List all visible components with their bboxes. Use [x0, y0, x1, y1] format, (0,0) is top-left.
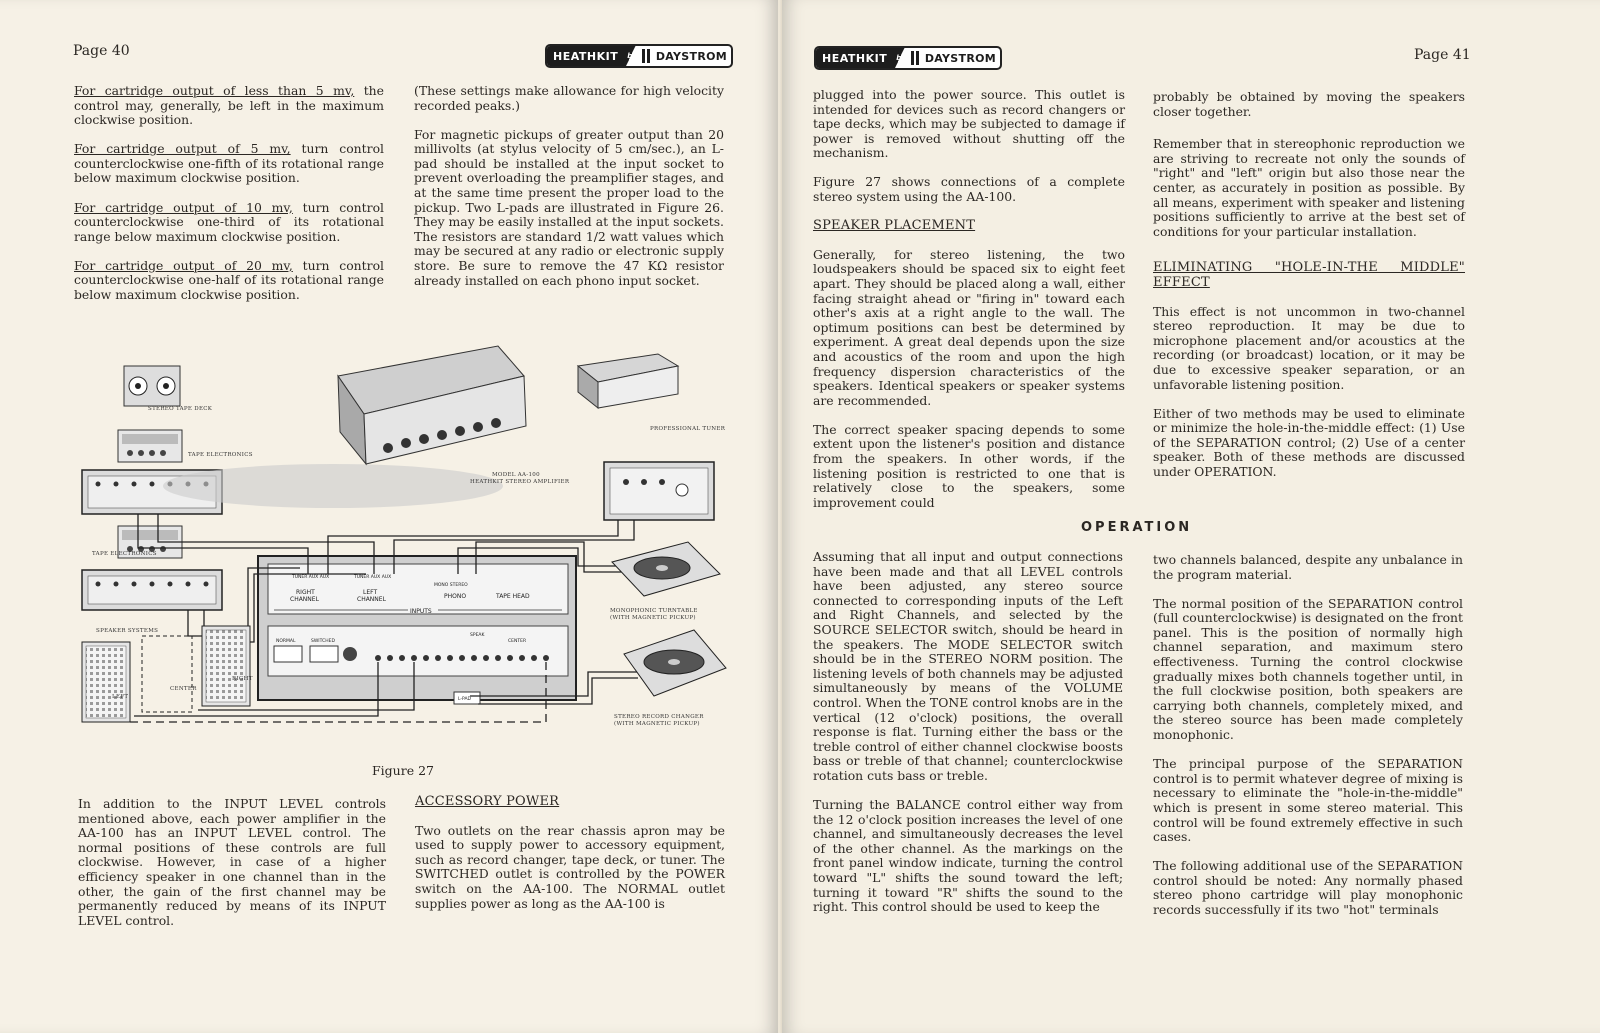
left-column-bottom — [813, 550, 1123, 929]
daystrom-symbol-icon — [642, 49, 650, 63]
label-normal: NORMAL — [276, 639, 296, 644]
label-speak: SPEAK — [470, 633, 485, 638]
logo-maker: DAYSTROM — [924, 51, 996, 65]
page-number: Page 40 — [73, 43, 130, 59]
fuse-holder — [343, 647, 357, 661]
paragraph: The principal purpose of the SEPARATION control is to permit whatever degree of mixing is necessary to eliminate the "hole-in-the-middle" which is present in some stereo material. This control will be found extremely effective in such cases. — [1153, 756, 1463, 845]
paragraph: Two outlets on the rear chassis apron may be used to supply power to accessory equipment, such as record changer, tape deck, or tuner. The SWITCHED outlet is controlled by the POWER switch on the AA-100. The NORMAL outlet supplies power as long as the AA-100 is — [415, 822, 725, 911]
paragraph — [74, 259, 384, 303]
paragraph-lead: For cartridge output of 5 mv, — [74, 141, 291, 157]
label-l-pad: L-PAD — [458, 697, 472, 702]
paragraph: The following additional use of the SEPARATION control should be noted: Any normally phased stereo phono cartridge will play monophonic records successfully if its two "hot" terminals — [1153, 858, 1463, 917]
paragraph: Generally, for stereo listening, the two loudspeakers should be spaced six to eight feet apart. They should be placed along a wall, either facing straight ahead or "firing in" toward each other's axis at a right angle to the wall. The optimum positions can best be determined by experiment. A great deal depends upon the size and acoustics of the room and upon the high frequency dispersion characteristics of the speakers. Identical speakers or speaker systems are recommended. — [813, 246, 1125, 408]
left-column-top — [813, 88, 1125, 525]
normal-outlet — [274, 646, 302, 662]
label-tuner-aux-left: TUNER AUX AUX — [354, 575, 392, 580]
label-tape-electronics-2: TAPE ELECTRONICS — [92, 551, 157, 557]
label-right-speaker: RIGHT — [232, 676, 253, 682]
paragraph-lead: For cartridge output of 20 mv, — [74, 257, 293, 273]
paragraph — [74, 84, 384, 128]
paragraph: probably be obtained by moving the speakers closer together. — [1153, 89, 1465, 119]
right-page — [782, 0, 1600, 1033]
label-right-channel-2: CHANNEL — [290, 596, 319, 603]
logo-by: by — [624, 46, 640, 66]
paragraph: In addition to the INPUT LEVEL controls mentioned above, each power amplifier in the AA-100 has an INPUT LEVEL control. The normal positions of these controls are full clockwise. However, in case of a higher efficiency speaker in one channel than in the other, the gain of the first channel may be permanently reduced by means of its INPUT LEVEL control. — [78, 796, 386, 928]
panel-face — [610, 468, 708, 514]
label-tuner-aux-right: TUNER AUX AUX — [292, 575, 330, 580]
label-mono-stereo: MONO STEREO — [434, 583, 468, 588]
label-center: CENTER — [508, 639, 527, 644]
monophonic-turntable — [610, 542, 720, 621]
figure-27-stereo-system-diagram — [78, 336, 728, 746]
paragraph: Remember that in stereophonic reproduction we are striving to recreate not only the sounds of "right" and "left" origin but also those near the center, as accurately in position as possible. By all means, experiment with speaker and listening positions sufficiently to arrive at the best set of conditions for your particular installation. — [1153, 136, 1465, 239]
label-mono-turntable-2: (WITH MAGNETIC PICKUP) — [610, 615, 696, 621]
paragraph: Figure 27 shows connections of a complete stereo system using the AA-100. — [813, 174, 1125, 205]
tape-electronics-unit — [118, 430, 253, 462]
page-number: Page 41 — [1414, 47, 1471, 63]
label-record-changer: STEREO RECORD CHANGER — [614, 714, 704, 720]
left-column-top — [74, 84, 384, 317]
left-page — [0, 0, 778, 1033]
section-heading: ACCESSORY POWER — [415, 794, 560, 809]
operation-heading: OPERATION — [1081, 520, 1193, 535]
paragraph-lead: For cartridge output of 10 mv, — [74, 199, 293, 215]
stereo-tape-deck — [124, 366, 213, 412]
paragraph: For magnetic pickups of greater output than 20 millivolts (at stylus velocity of 5 cm/sec.), an L-pad should be installed at the input socket to prevent overloading the preamplifier stages, and at the same time present the proper load to the pickup. Two L-pads are illustrated in Figure 26. They may be easily installed at the input sockets. The resistors are standard 1/2 watt values which may be secured at any radio or electronic supply store. Be sure to remove the 47 KΩ resistor already installed on each phono input socket. — [414, 126, 724, 288]
label-left-channel-2: CHANNEL — [357, 596, 386, 603]
paragraph: plugged into the power source. This outlet is intended for devices such as record changers or tape decks, which may be subjected to damage if power is removed without shutting off the mechanism. — [813, 87, 1125, 161]
paragraph-text: turn control counterclockwise one-fifth of its rotational range below maximum clockwise position. — [74, 141, 384, 186]
paragraph: two channels balanced, despite any unbalance in the program material. — [1153, 552, 1463, 582]
section-heading: ELIMINATING "HOLE-IN-THE MIDDLE" EFFECT — [1153, 260, 1465, 290]
label-left-speaker: LEFT — [112, 694, 129, 700]
heathkit-daystrom-logo — [545, 44, 733, 68]
left-speaker — [82, 642, 130, 722]
right-column-bottom — [1153, 553, 1463, 932]
professional-tuner — [578, 336, 726, 432]
paragraph-text: the control may, generally, be left in the maximum clockwise position. — [74, 83, 385, 128]
logo-brand: HEATHKIT — [547, 46, 624, 66]
label-tape-deck: STEREO TAPE DECK — [148, 406, 213, 412]
label-phono: PHONO — [444, 593, 467, 600]
label-amplifier-name: HEATHKIT STEREO AMPLIFIER — [470, 479, 570, 485]
label-tuner: PROFESSIONAL TUNER — [650, 426, 726, 432]
output-terminals — [375, 655, 549, 661]
right-speaker — [202, 626, 253, 706]
logo-by: by — [893, 48, 909, 68]
heathkit-daystrom-logo — [814, 46, 1002, 70]
label-mono-turntable: MONOPHONIC TURNTABLE — [610, 608, 698, 614]
label-record-changer-2: (WITH MAGNETIC PICKUP) — [614, 721, 700, 727]
figure-caption: Figure 27 — [372, 763, 434, 778]
paragraph: Assuming that all input and output connections have been made and that all LEVEL controls have been adjusted, any stereo source connected to corresponding inputs of the Left and Right Channels, and selected by the SOURCE SELECTOR switch, should be heard in the speakers. The MODE SELECTOR switch should be in the STEREO NORM position. The listening levels of both channels may be adjusted simultaneously by means of the VOLUME control. When the TONE control knobs are in the vertical (12 o'clock) positions, the overall response is flat. Turning either the bass or the treble control of either channel clockwise boosts bass or treble of that channel; counterclockwise rotation cuts bass or treble. — [813, 549, 1123, 783]
left-column-bottom — [78, 797, 386, 943]
paragraph-text: turn control counterclockwise one-half of its rotational range below maximum clockwise position. — [74, 257, 384, 303]
paragraph — [74, 142, 384, 186]
paragraph: (These settings make allowance for high velocity recorded peaks.) — [414, 83, 724, 113]
label-amplifier-model: MODEL AA-100 — [492, 472, 540, 478]
paragraph: Turning the BALANCE control either way from the 12 o'clock position increases the level of one channel, and simultaneously decreases the level of the other channel. As the markings on the front panel window indicate, turning the control toward "L" shifts the sound toward the left; turning it toward "R" shifts the sound to the right. This control should be used to keep the — [813, 797, 1123, 915]
paragraph-text: turn control counterclockwise one-third of its rotational range below maximum clockwise position. — [74, 199, 384, 244]
aa-100-amplifier — [163, 336, 570, 508]
paragraph: Either of two methods may be used to eliminate or minimize the hole-in-the-middle effect: (1) Use of the SEPARATION control; (2) Use of a center speaker. Both of these methods are discussed under OPERATION. — [1153, 405, 1465, 479]
center-speaker — [142, 636, 197, 712]
section-heading: SPEAKER PLACEMENT — [813, 218, 976, 234]
paragraph — [74, 201, 384, 245]
logo-maker: DAYSTROM — [655, 49, 727, 63]
label-right-channel: RIGHT — [296, 589, 315, 596]
switched-outlet — [310, 646, 338, 662]
right-column-top — [414, 84, 724, 303]
panel-face — [88, 576, 216, 604]
right-column-top — [1153, 90, 1465, 494]
paragraph-lead: For cartridge output of less than 5 mv, — [74, 83, 355, 98]
label-left-channel: LEFT — [363, 589, 378, 596]
label-tape-head: TAPE HEAD — [496, 593, 530, 600]
logo-brand: HEATHKIT — [816, 48, 893, 68]
daystrom-symbol-icon — [911, 51, 919, 65]
label-switched: SWITCHED — [311, 639, 335, 644]
label-center-speaker: CENTER — [170, 686, 197, 692]
paragraph: This effect is not uncommon in two-channel stereo reproduction. It may be due to microphone placement and/or acoustics at the recording (or broadcast) location, or it may be due to excessive speaker separation, or an unfavorable listening position. — [1153, 303, 1465, 392]
label-inputs: INPUTS — [410, 608, 432, 615]
right-column-bottom — [415, 795, 725, 926]
label-speaker-systems: SPEAKER SYSTEMS — [96, 628, 159, 634]
paragraph: The normal position of the SEPARATION control (full counterclockwise) is designated on the front panel. This is the position of normally high channel separation, and maximum stero effectiveness. Turning the control clockwise gradually mixes both channels together until, in the full clockwise position, both speakers are carrying both channels, completely mixed, and the stereo source has been made completely monophonic. — [1153, 595, 1463, 743]
paragraph: The correct speaker spacing depends to some extent upon the listener's position and distance from the speakers. In other words, if the listening position is restricted to one that is relatively close to the speakers, some improvement could — [813, 421, 1125, 510]
label-tape-electronics: TAPE ELECTRONICS — [188, 452, 253, 458]
